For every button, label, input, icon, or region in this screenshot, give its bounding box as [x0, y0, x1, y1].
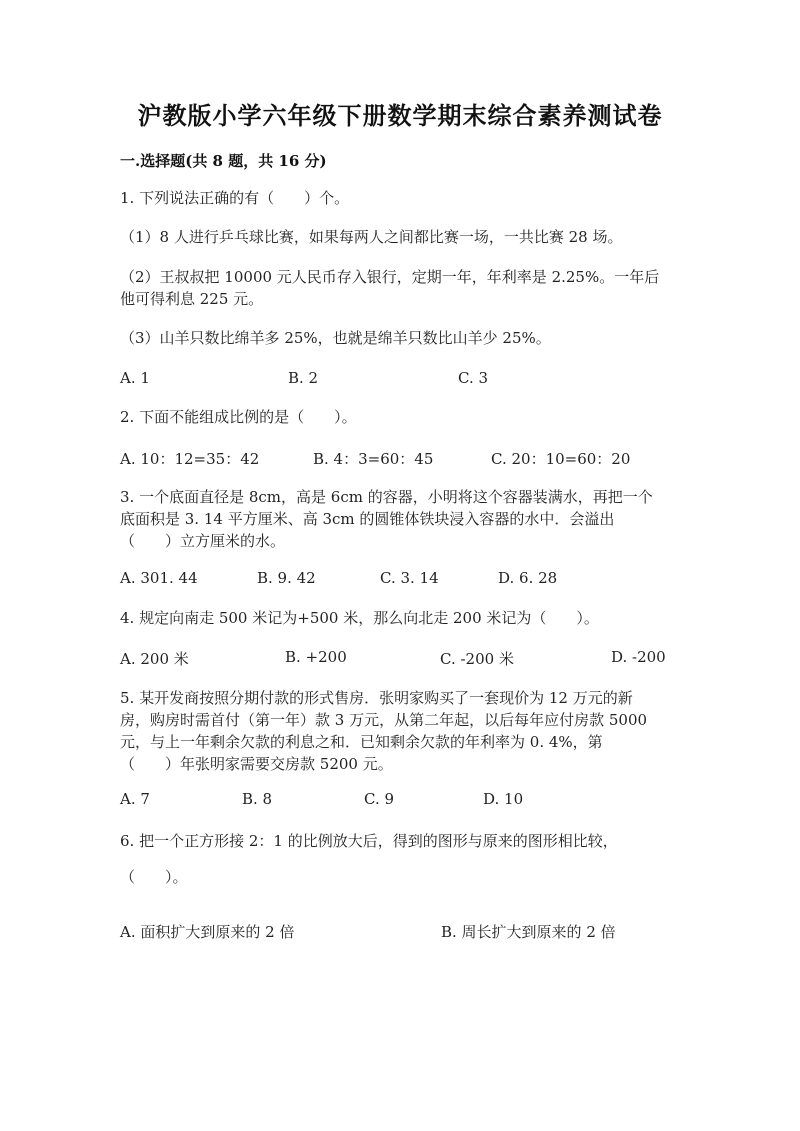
q1-statement-1: （1）8 人进行乒乓球比赛，如果每两人之间都比赛一场，一共比赛 28 场。: [120, 228, 623, 246]
q1-option-a: A. 1: [120, 369, 150, 387]
q4-option-c: C. -200 米: [440, 650, 514, 668]
q5-line-1: 5. 某开发商按照分期付款的形式售房．张明家购买了一套现价为 12 万元的新: [120, 689, 633, 707]
q5-option-c: C. 9: [364, 790, 395, 808]
q5-line-3: 元，与上一年剩余欠款的利息之和．已知剩余欠款的年利率为 0. 4%，第: [120, 733, 603, 751]
q3-option-c: C. 3. 14: [380, 569, 439, 587]
q1-stem: 1. 下列说法正确的有（ ）个。: [120, 189, 350, 207]
q4-stem: 4. 规定向南走 500 米记为+500 米，那么向北走 200 米记为（ ）。: [120, 609, 599, 627]
q1-option-c: C. 3: [458, 369, 489, 387]
q6-option-a: A. 面积扩大到原来的 2 倍: [120, 923, 295, 941]
q2-option-c: C. 20：10=60：20: [491, 450, 631, 468]
q3-option-b: B. 9. 42: [257, 569, 316, 587]
section-heading: 一.选择题(共 8 题，共 16 分): [120, 152, 327, 170]
q5-option-b: B. 8: [242, 790, 273, 808]
q5-line-2: 房，购房时需首付（第一年）款 3 万元，从第二年起，以后每年应付房款 5000: [120, 711, 648, 729]
q1-statement-2-line1: （2）王叔叔把 10000 元人民币存入银行，定期一年，年利率是 2.25%。一年后: [120, 268, 660, 286]
q5-option-d: D. 10: [483, 790, 524, 808]
q4-option-d: D. -200: [611, 648, 666, 666]
q3-option-d: D. 6. 28: [498, 569, 558, 587]
q2-option-a: A. 10：12=35：42: [120, 450, 260, 468]
q3-line-1: 3. 一个底面直径是 8cm，高是 6cm 的容器，小明将这个容器装满水，再把一个: [120, 488, 653, 506]
q6-option-b: B. 周长扩大到原来的 2 倍: [441, 923, 616, 941]
q1-statement-3: （3）山羊只数比绵羊多 25%，也就是绵羊只数比山羊少 25%。: [120, 329, 551, 347]
q5-option-a: A. 7: [120, 790, 150, 808]
q2-option-b: B. 4：3=60：45: [313, 450, 434, 468]
q6-line-1: 6. 把一个正方形接 2：1 的比例放大后，得到的图形与原来的图形相比较，: [120, 832, 618, 850]
q3-line-2: 底面积是 3. 14 平方厘米、高 3cm 的圆锥体铁块浸入容器的水中．会溢出: [120, 510, 615, 528]
q3-option-a: A. 301. 44: [120, 569, 198, 587]
q1-statement-2-line2: 他可得利息 225 元。: [120, 290, 264, 308]
q5-line-4: （ ）年张明家需要交房款 5200 元。: [120, 755, 393, 773]
page-title: 沪教版小学六年级下册数学期末综合素养测试卷: [137, 101, 663, 130]
q4-option-a: A. 200 米: [120, 650, 189, 668]
q1-option-b: B. 2: [288, 369, 319, 387]
q4-option-b: B. +200: [285, 648, 347, 666]
q2-stem: 2. 下面不能组成比例的是（ ）。: [120, 408, 357, 426]
q3-line-3: （ ）立方厘米的水。: [120, 532, 286, 550]
q6-line-2: （ ）。: [120, 868, 188, 886]
